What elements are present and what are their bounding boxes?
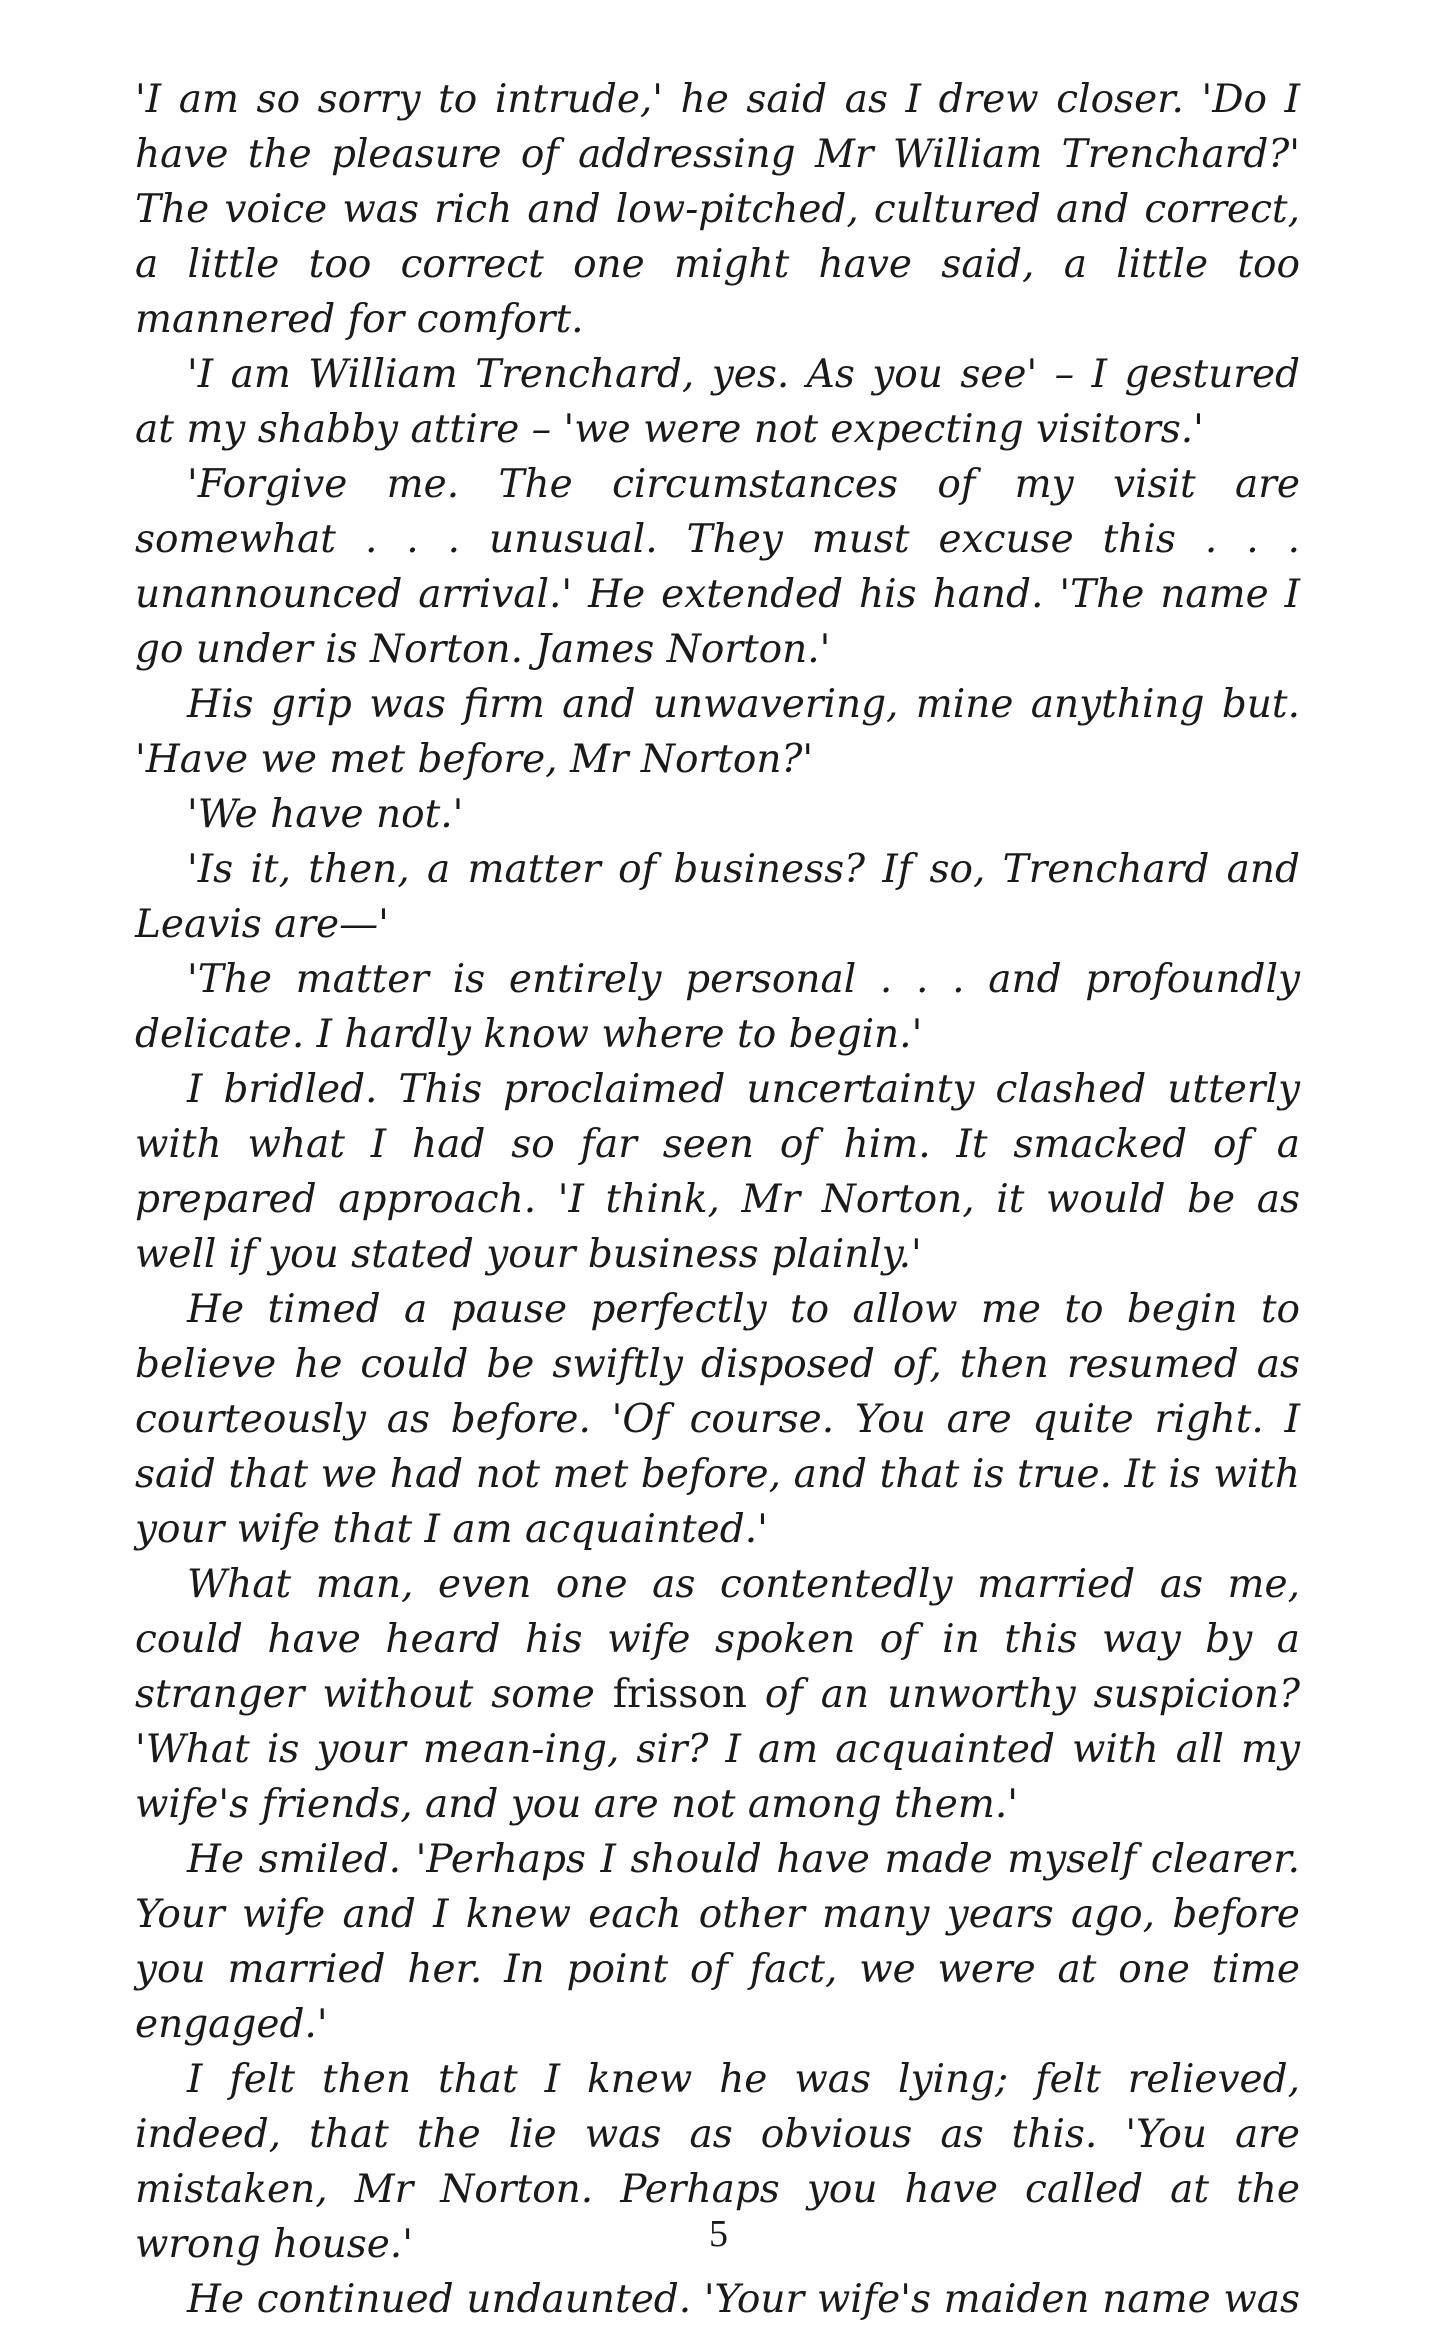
- paragraph: 'I am so sorry to intrude,' he said as I drew closer. 'Do I have the pleasure of addressing Mr William Trenchard?' The voice was rich and low-pitched, cultured and correct, a little too correct one might have said, a little too mannered for comfort.: [135, 77, 1300, 342]
- paragraph: 'Is it, then, a matter of business? If so, Trenchard and Leavis are—': [135, 847, 1300, 947]
- page-number: 5: [709, 2213, 728, 2255]
- paragraph-text: of an unworthy suspicion? 'What is your mean-ing, sir? I am acquainted with all my wife's friends, and you are not among them.': [135, 1672, 1300, 1827]
- paragraph: He timed a pause perfectly to allow me to begin to believe he could be swiftly disposed of, then resumed as courteously as before. 'Of course. You are quite right. I said that we had not met before, and that is true. It is with your wife that I am acquainted.': [135, 1287, 1300, 1552]
- paragraph: I felt then that I knew he was lying; felt relieved, indeed, that the lie was as obvious as this. 'You are mistaken, Mr Norton. Perhaps you have called at the wrong house.': [135, 2057, 1300, 2267]
- paragraph: 'The matter is entirely personal . . . and profoundly delicate. I hardly know where to begin.': [135, 957, 1300, 1057]
- paragraph: I bridled. This proclaimed uncertainty clashed utterly with what I had so far seen of him. It smacked of a prepared approach. 'I think, Mr Norton, it would be as well if you stated your business plainly.': [135, 1067, 1300, 1277]
- paragraph: His grip was firm and unwavering, mine anything but. 'Have we met before, Mr Norton?': [135, 682, 1300, 782]
- paragraph: He smiled. 'Perhaps I should have made myself clearer. Your wife and I knew each other many years ago, before you married her. In point of fact, we were at one time engaged.': [135, 1837, 1300, 2047]
- paragraph-text: What man, even one as contentedly married as me, could have heard his wife spoken of in this way by a stranger without some: [135, 1562, 1300, 1717]
- paragraph: 'Forgive me. The circumstances of my visit are somewhat . . . unusual. They must excuse this . . . unannounced arrival.' He extended his hand. 'The name I go under is Norton. James Norton.': [135, 462, 1300, 672]
- paragraph: 'I am William Trenchard, yes. As you see' – I gestured at my shabby attire – 'we were not expecting visitors.': [135, 352, 1300, 452]
- paragraph: [135, 1557, 1300, 1832]
- emphasis-word: frisson: [612, 1672, 747, 1717]
- paragraph: He continued undaunted. 'Your wife's maiden name was: [187, 2277, 1300, 2322]
- paragraph: 'We have not.': [187, 792, 464, 837]
- body-text: [135, 72, 1300, 2327]
